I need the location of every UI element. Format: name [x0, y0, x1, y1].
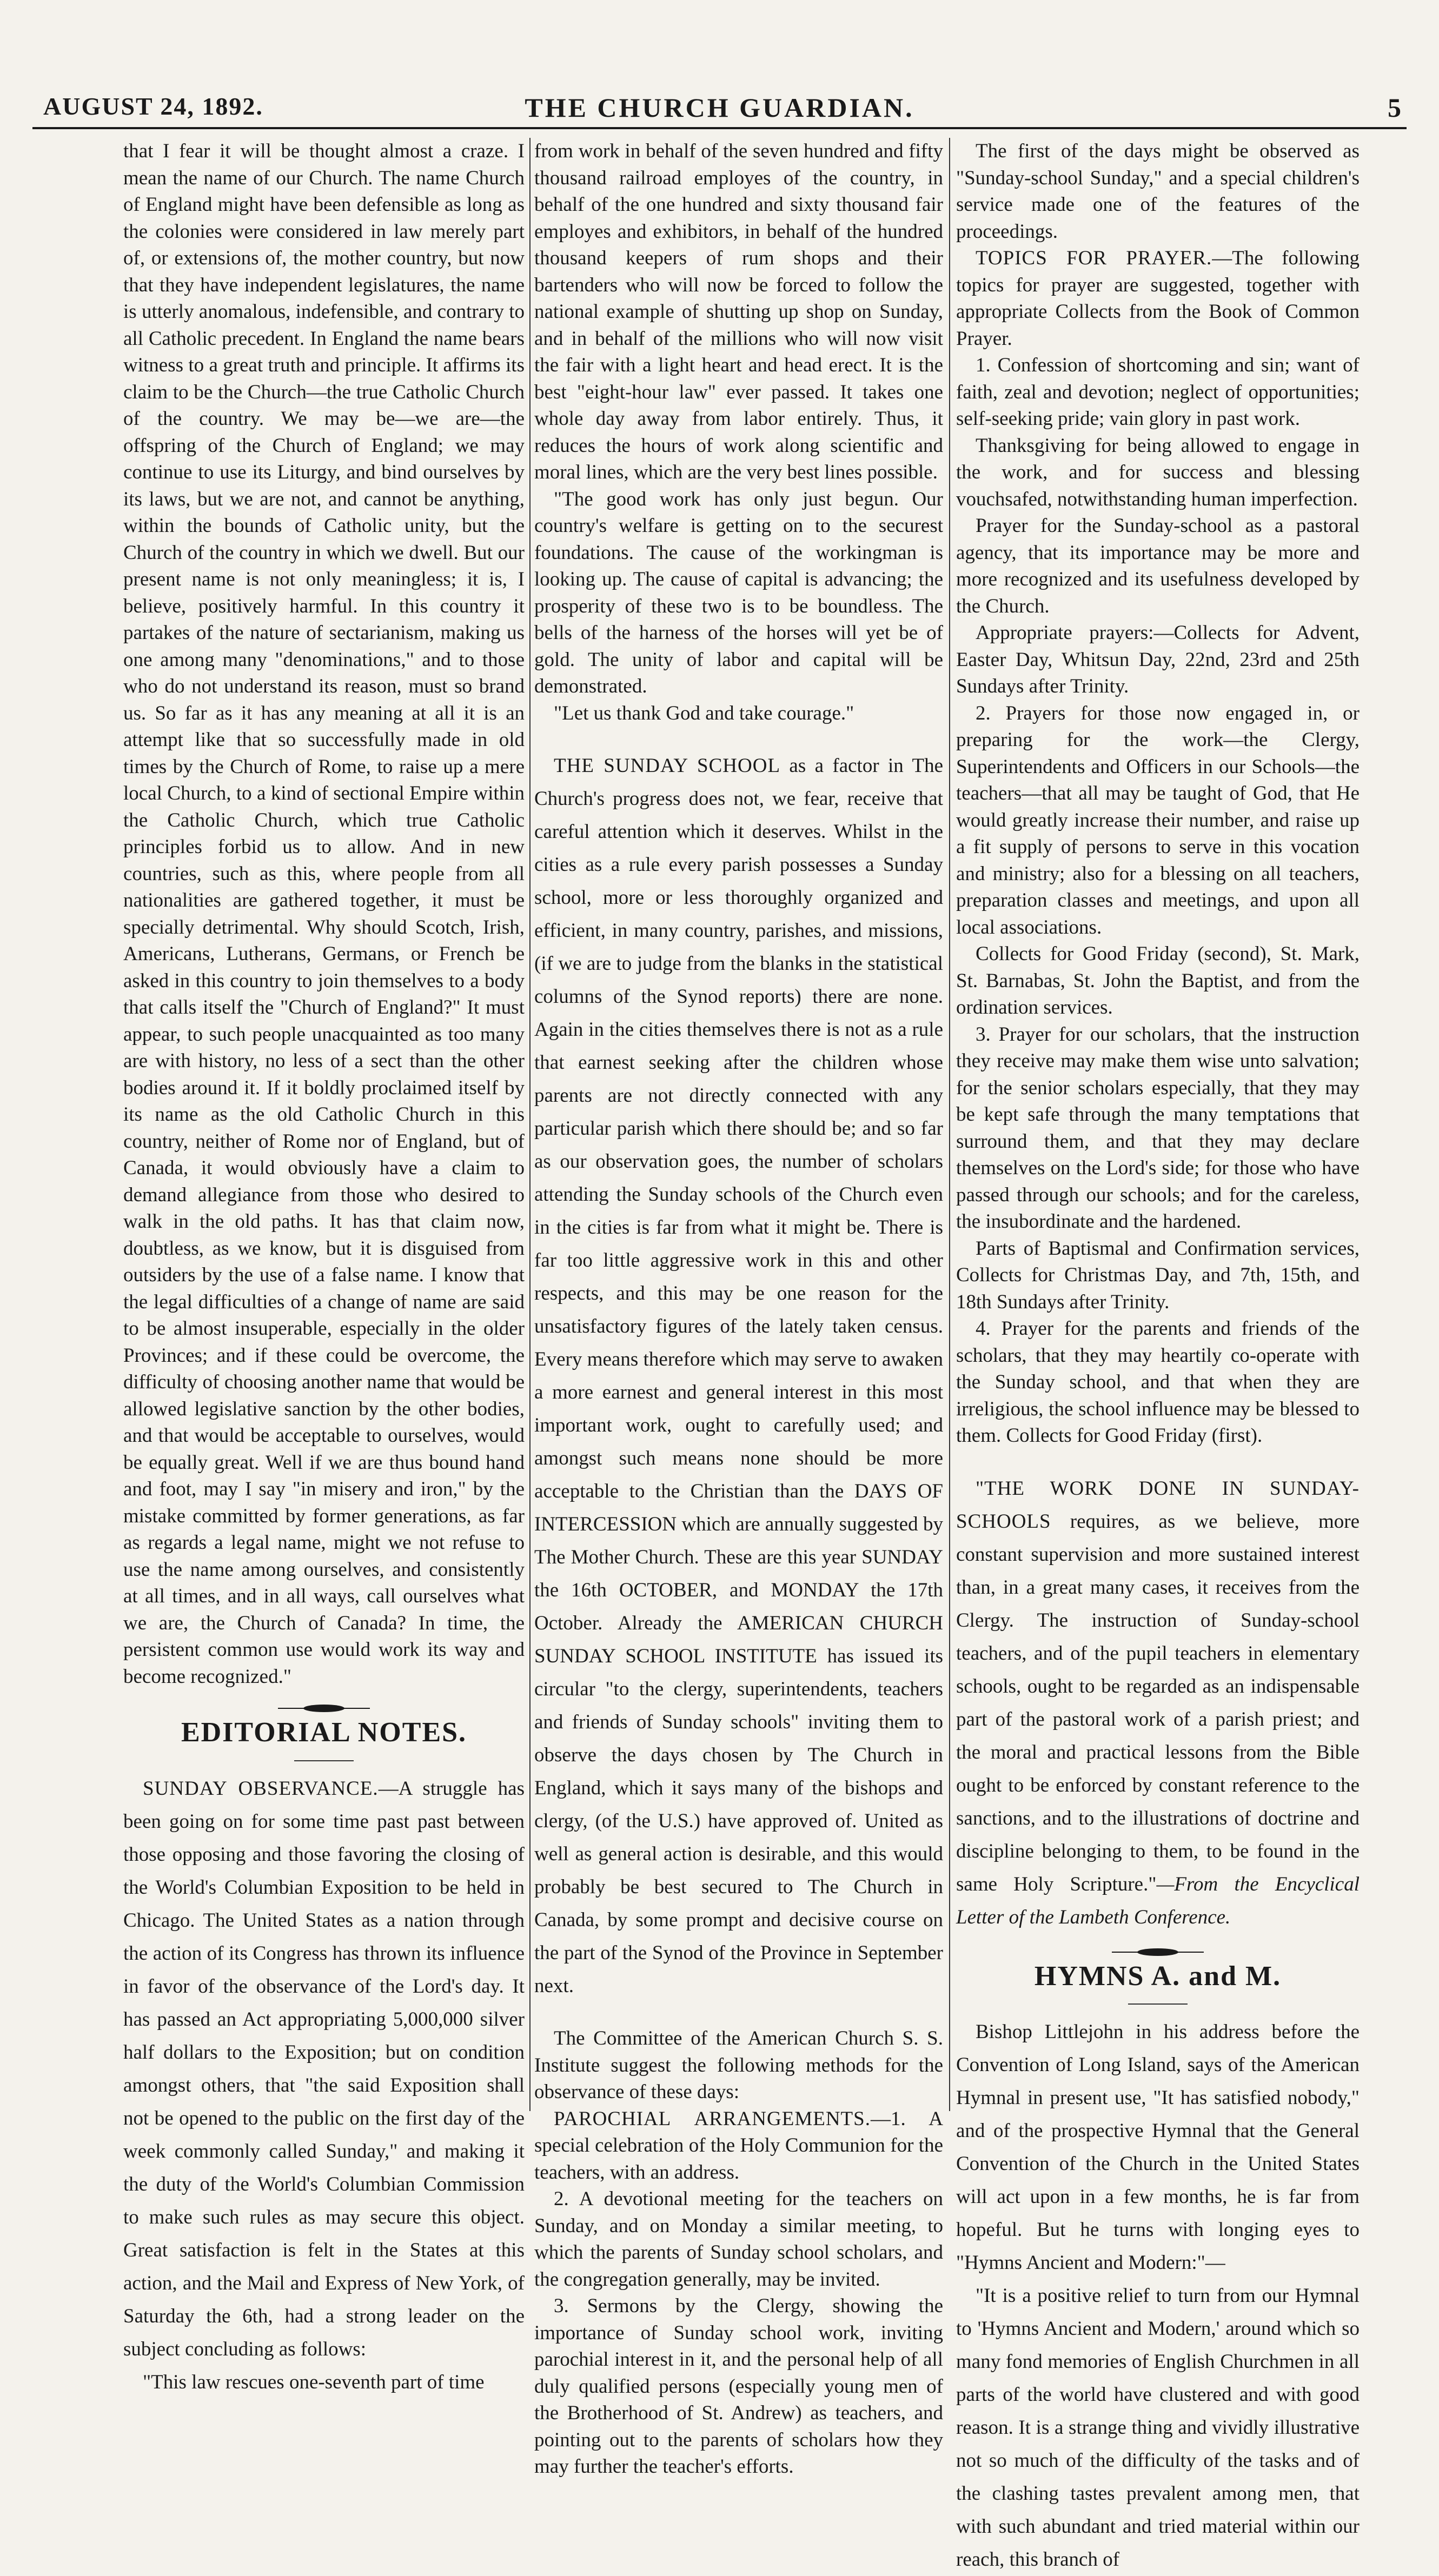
- paragraph-lead: PAROCHIAL ARRANGEMENTS.: [554, 2107, 871, 2130]
- masthead: [32, 11, 1407, 123]
- article-paragraph: that I fear it will be thought almost a craze. I mean the name of our Church. The name Church of England might have been defensible as long as the colonies were considered in law merely part of, or extensions of, the mother country, but now that they have independent legislatures, the name is utterly anomalous, indefensible, and contrary to all Catholic precedent. In England the name bears witness to a great truth and principle. It affirms its claim to be the Church—the true Catholic Church of the country. We may be—we are—the offspring of the Church of England; we may continue to use its Liturgy, and bind ourselves by its laws, but we are not, and cannot be anything, within the bounds of Catholic unity, but the Church of the country in which we dwell. But our present name is not only meaningless; it is, I believe, positively harmful. In this country it partakes of the nature of sectarianism, making us one among many "denominations," and to those who do not understand its reason, must so brand us. So far as it has any meaning at all it is an attempt like that so successfully made in old times by the Church of Rome, to raise up a mere local Church, to a kind of sectional Empire within the Catholic Church, which true Catholic principles forbid us to allow. And in new countries, such as this, where people from all nationalities are gathered together, it must be specially detrimental. Why should Scotch, Irish, Americans, Lutherans, Germans, or French be asked in this country to join themselves to a body that calls itself the "Church of England?" It must appear, to such people unacquainted as too many are with history, no less of a sect than the other bodies around it. If it boldly proclaimed itself by its name as the old Catholic Church in this country, neither of Rome nor of England, but of Canada, it would obviously have a claim to demand allegiance from those who desired to walk in the old paths. It has that claim now, doubtless, as we know, but it is disguised from outsiders by the use of a false name. I know that the legal difficulties of a change of name are said to be almost insuperable, especially in the older Provinces; and if these could be overcome, the difficulty of choosing another name that would be allowed legislative sanction by the other bodies, and that would be acceptable to ourselves, would be equally great. Well if we are thus bound hand and foot, may I say "in misery and iron," by the mistake committed by former generations, as far as regards a legal name, might we not refuse to use the name among ourselves, and consistently at all times, and in all ways, call ourselves what we are, the Church of Canada? In time, the persistent common use would work its way and become recognized.": [123, 140, 525, 1688]
- column-2: [534, 138, 943, 2478]
- section-heading-editorial: EDITORIAL NOTES.: [181, 1717, 467, 1748]
- column-divider: [529, 138, 530, 2111]
- article-paragraph: 3. Prayer for our scholars, that the instruction they receive may make them wise unto salvation; for the senior scholars especially, that they may be kept safe through the many temptations that surround them, and that they may declare themselves on the Lord's side; for those who have passed through our schools; and for the careless, the insubordinate and the hardened.: [956, 1023, 1360, 1233]
- article-paragraph: [956, 245, 1360, 352]
- article-paragraph: [534, 2106, 943, 2186]
- section-heading-hymns: HYMNS A. and M.: [1034, 1960, 1282, 1992]
- paragraph-text: requires, as we believe, more constant supervision and more sustained interest than, in a great many cases, it receives from the Clergy. The instruction of Sunday-school teachers, and of the pupil teachers in elementary schools, ought to be regarded as an indispensable part of the pastoral work of a parish priest; and the moral and practical lessons from the Bible ought to be enforced by constant reference to the sanctions, and to the illustrations of doctrine and discipline belonging to them, to be found in the same Holy Scripture.": [956, 1510, 1360, 1895]
- paragraph-lead: "THE WORK DONE IN SUNDAY-SCHOOLS: [956, 1477, 1360, 1533]
- article-paragraph: The first of the days might be observed as "Sunday-school Sunday," and a special children's service made one of the features of the proceedings.: [956, 140, 1360, 243]
- article-paragraph: "The good work has only just begun. Our country's welfare is getting on to the securest foundations. The cause of the workingman is looking up. The cause of capital is advancing; the prosperity of these two is to be boundless. The bells of the harness of the horses will yet be of gold. The unity of labor and capital will be demonstrated.: [534, 488, 943, 697]
- ornament-divider: [1112, 1948, 1204, 1956]
- article-paragraph: Collects for Good Friday (second), St. Mark, St. Barnabas, St. John the Baptist, and from the ordination services.: [956, 943, 1360, 1019]
- article-paragraph: "It is a positive relief to turn from our Hymnal to 'Hymns Ancient and Modern,' around which so many fond memories of English Churchmen in all parts of the world have clustered and with good reason. It is a strange thing and vividly illustrative not so much of the difficulty of the tasks and of the clashing tastes prevalent among men, that with such abundant and tried material within our reach, this branch of: [956, 2285, 1360, 2571]
- paragraph-lead: THE SUNDAY SCHOOL: [554, 755, 781, 777]
- issue-date: AUGUST 24, 1892.: [43, 92, 263, 120]
- article-paragraph: from work in behalf of the seven hundred and fifty thousand railroad employes of the country, in behalf of the one hundred and sixty thousand fair employes and exhibitors, in behalf of the hundred thousand keepers of rum shops and their bartenders who will now be forced to follow the national example of shutting up shop on Sunday, and in behalf of the millions who will now visit the fair with a light heart and head erect. It is the best "eight-hour law" ever passed. It takes one whole day away from labor entirely. Thus, it reduces the hours of work along scientific and moral lines, which are the very best lines possible.: [534, 140, 943, 483]
- column-divider: [949, 138, 950, 2111]
- article-paragraph: The Committee of the American Church S. S. Institute suggest the following methods for the observance of these days:: [534, 2027, 943, 2103]
- article-paragraph: Thanksgiving for being allowed to engage in the work, and for success and blessing vouchsafed, notwithstanding human imperfection.: [956, 434, 1360, 510]
- newspaper-title: THE CHURCH GUARDIAN.: [525, 92, 914, 123]
- article-paragraph: [123, 1772, 525, 2366]
- column-1: [123, 138, 525, 2393]
- article-paragraph: "Let us thank God and take courage.": [554, 702, 854, 724]
- ornament-divider: [278, 1704, 370, 1713]
- article-paragraph: 2. A devotional meeting for the teachers on Sunday, and on Monday a similar meeting, to which the parents of Sunday school scholars, and the congregation generally, may be invited.: [534, 2188, 943, 2291]
- column-3: [956, 138, 1360, 2571]
- paragraph-text: as a factor in The Church's progress does not, we fear, receive that careful attention which it deserves. Whilst in the cities as a rule every parish possesses a Sunday school, more or less thoroughly organized and efficient, in many country, parishes, and missions, (if we are to judge from the blanks in the statistical columns of the Synod reports) there are none. Again in the cities themselves there is not as a rule that earnest seeking after the children whose parents are not directly connected with any particular parish which there should be; and so far as our observation goes, the number of scholars attending the Sunday schools of the Church even in the cities is far from what it might be. There is far too little aggressive work in this and other respects, and this may be one reason for the unsatisfactory figures of the lately taken census. Every means therefore which may serve to awaken a more earnest and general interest in this most important work, ought to carefully used; and amongst such means none should be more acceptable to the Christian than the DAYS OF INTERCESSION which are annually suggested by The Mother Church. These are this year SUNDAY the 16th OCTOBER, and MONDAY the 17th October. Already the AMERICAN CHURCH SUNDAY SCHOOL INSTITUTE has issued its circular "to the clergy, superintendents, teachers and friends of Sunday schools" inviting them to observe the days chosen by The Church in England, which it says many of the bishops and clergy, (of the U.S.) have approved of. United as well as general action is desirable, and this would probably be best secured to The Church in Canada, by some prompt and decisive course on the part of the Synod of the Province in September next.: [534, 755, 943, 1997]
- article-paragraph: Appropriate prayers:—Collects for Advent, Easter Day, Whitsun Day, 22nd, 23rd and 25th Sundays after Trinity.: [956, 622, 1360, 697]
- article-paragraph: 1. Confession of shortcoming and sin; want of faith, zeal and devotion; neglect of opportunities; self-seeking pride; vain glory in past work.: [956, 354, 1360, 430]
- article-paragraph: 2. Prayers for those now engaged in, or preparing for the work—the Clergy, Superintendents and Officers in our Schools—the teachers—that all may be taught of God, that He would greatly increase their number, and raise up a fit supply of persons to serve in this vocation and ministry; also for a blessing on all teachers, preparation classes and meetings, and upon all local associations.: [956, 702, 1360, 938]
- article-paragraph: 3. Sermons by the Clergy, showing the importance of Sunday school work, inviting parochial interest in it, and the personal help of all duly qualified persons (especially young men of the Brotherhood of St. Andrew) as teachers, and pointing out to the parents of scholars how they may further the teacher's efforts.: [534, 2295, 943, 2478]
- article-paragraph: 4. Prayer for the parents and friends of the scholars, that they may heartily co-operate with the Sunday school, and that when they are irreligious, the school influence may be blessed to them. Collects for Good Friday (first).: [956, 1317, 1360, 1447]
- article-paragraph: Prayer for the Sunday-school as a pastoral agency, that its importance may be more and more recognized and its usefulness developed by the Church.: [956, 515, 1360, 617]
- heading-rule: [294, 1760, 354, 1761]
- article-paragraph: [534, 749, 943, 2002]
- paragraph-text: —The following topics for prayer are suggested, together with appropriate Collects from the Book of Common Prayer.: [956, 247, 1360, 350]
- page-number: 5: [1388, 92, 1401, 123]
- paragraph-text: —1. A special celebration of the Holy Communion for the teachers, with an address.: [534, 2107, 943, 2184]
- heading-rule: [1128, 2003, 1188, 2005]
- quote-source: —From the Encyclical Letter of the Lambeth Conference.: [956, 1873, 1360, 1928]
- article-paragraph: [956, 1472, 1360, 1934]
- paragraph-text: —A struggle has been going on for some time past past between those opposing and those favoring the closing of the World's Columbian Exposition to be held in Chicago. The United States as a nation through the action of its Congress has thrown its influence in favor of the observance of the Lord's day. It has passed an Act appropriating 5,000,000 silver half dollars to the Exposition; but on condition amongst others, that "the said Exposition shall not be opened to the public on the first day of the week commonly called Sunday," and making it the duty of the World's Columbian Commission to make such rules as may secure this object. Great satisfaction is felt in the States at this action, and the Mail and Express of New York, of Saturday the 6th, had a strong leader on the subject concluding as follows:: [123, 1777, 525, 2360]
- article-paragraph: Parts of Baptismal and Confirmation services, Collects for Christmas Day, and 7th, 15th, and 18th Sundays after Trinity.: [956, 1237, 1360, 1313]
- article-paragraph: Bishop Littlejohn in his address before the Convention of Long Island, says of the American Hymnal in present use, "It has satisfied nobody," and of the prospective Hymnal that the General Convention of the Church in the United States will act upon in a few months, he is far from hopeful. But he turns with longing eyes to "Hymns Ancient and Modern:"—: [956, 2021, 1360, 2274]
- masthead-rule: [32, 127, 1407, 129]
- article-paragraph: "This law rescues one-seventh part of time: [143, 2371, 485, 2393]
- paragraph-lead: SUNDAY OBSERVANCE.: [143, 1777, 379, 1800]
- paragraph-lead: TOPICS FOR PRAYER.: [976, 247, 1212, 269]
